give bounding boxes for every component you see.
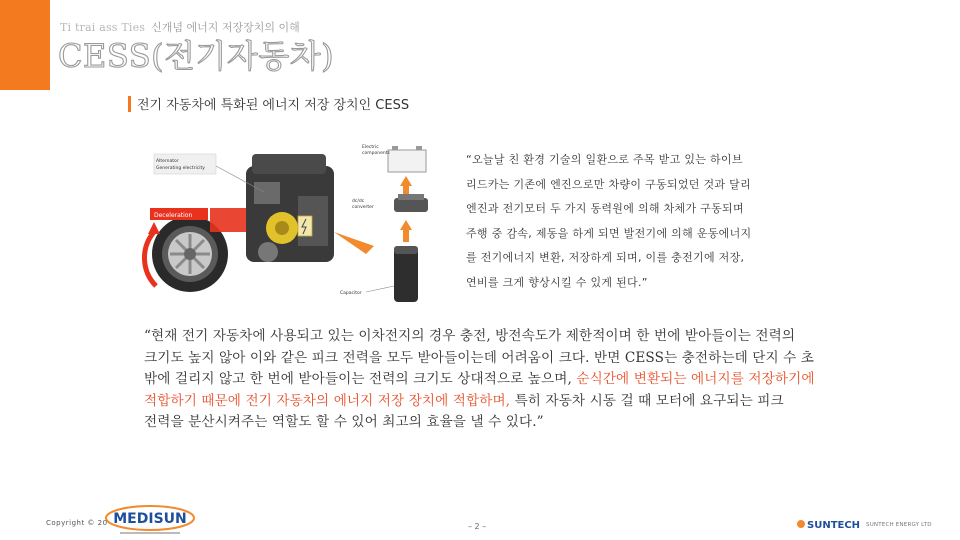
subheading-marker: [128, 96, 131, 112]
page-number: – 2 –: [468, 522, 487, 531]
section-eyebrow: [60, 20, 300, 34]
quote-line: 엔진과 전기모터 두 가지 동력원에 의해 차체가 구동되며: [466, 202, 744, 215]
eyebrow-korean: 신개념 에너지 저장장치의 이해: [151, 21, 300, 34]
svg-text:Electric: Electric: [362, 145, 379, 150]
quote-line: 주행 중 감속, 제동을 하게 되면 발전기에 의해 운동에너지: [466, 226, 752, 240]
quote-line: “오늘날 친 환경 기술의 일환으로 주목 받고 있는 하이브: [466, 153, 743, 166]
engine-icon: [246, 154, 334, 262]
suntech-logo-icon: [795, 512, 861, 536]
dcdc-converter-icon: [394, 194, 428, 212]
battery-icon: [388, 146, 426, 172]
footer-company-text: SUNTECH ENERGY LTD: [866, 522, 932, 528]
svg-text:Deceleration: Deceleration: [154, 212, 193, 219]
quote-line: 를 전기에너지 변환, 저장하게 되며, 이를 충전기에 저장,: [466, 251, 745, 264]
svg-text:components: components: [362, 151, 390, 156]
svg-text:Alternator: Alternator: [156, 159, 179, 164]
quote-text-end: 특히 자동차 시동 걸 때 모터에 요구되는 피크 전력을 분산시켜주는 역할도 할 수 있어 최고의 효율을 낼 수 있다.”: [144, 392, 784, 430]
svg-text:SUNTECH: SUNTECH: [807, 520, 861, 531]
svg-text:Generating electricity: Generating electricity: [156, 166, 205, 171]
svg-text:dc/dc: dc/dc: [352, 199, 365, 204]
quote-text: “현재 전기 자동차에 사용되고 있는 이차전지의 경우 충전, 방전속도가 제한적이며 한 번에 받아들이는 전력의 크기도 높지 않아 이와 같은 피크 전력을 모두 받아들이는데 어려움이 크다. 반면 CESS는 충전하는데 단지 수 초 밖에 걸리지 않고 한 번에 받아들이는 전력의 크기도 상대적으로 높으며,: [144, 328, 814, 387]
page-title: CESS(전기자동차): [58, 37, 335, 75]
cess-engine-illustration: [148, 136, 442, 320]
subheading: [128, 94, 409, 113]
cess-main-quote: [144, 326, 820, 434]
svg-text:Capacitor: Capacitor: [340, 291, 362, 296]
quote-line: 연비를 크게 향상시킬 수 있게 된다.”: [466, 275, 648, 289]
quote-line: 리드카는 기존에 엔진으로만 차량이 구동되었던 것과 달리: [466, 177, 752, 191]
hybrid-car-quote: [466, 148, 836, 295]
capacitor-icon: [394, 246, 418, 302]
copyright-text: Copyright © 20: [46, 519, 108, 527]
medisun-logo-icon: [100, 504, 200, 538]
svg-text:MEDISUN: MEDISUN: [113, 511, 187, 527]
energy-flow-arrow-icon: [334, 232, 374, 254]
subheading-text: 전기 자동차에 특화된 에너지 저장 장치인 CESS: [137, 98, 410, 113]
corner-accent-bar: [0, 0, 50, 90]
svg-text:converter: converter: [352, 205, 374, 210]
quote-highlight: 순식간에 변환되는 에너지를 저장하기에 적합하기 때문에 전기 자동차의 에너지 저장 장치에 적합하며,: [144, 371, 815, 409]
eyebrow-english: Ti trai ass Ties: [60, 20, 146, 34]
